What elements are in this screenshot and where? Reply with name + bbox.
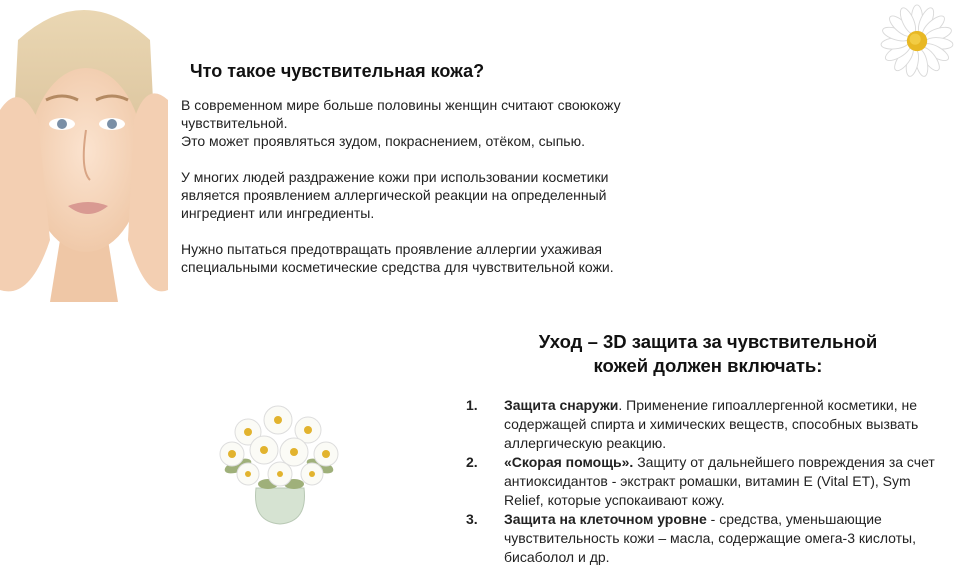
care-item-heading: Защита на клеточном уровне bbox=[504, 511, 707, 527]
care-item-heading: Защита снаружи bbox=[504, 397, 619, 413]
intro-title: Что такое чувствительная кожа? bbox=[190, 61, 485, 81]
care-item-heading: «Скорая помощь». bbox=[504, 454, 634, 470]
intro-text bbox=[181, 96, 626, 294]
intro-paragraph-1: В современном мире больше половины женщин считают своюкожу чувствительной. Это может проявляться зудом, покраснением, отёком, сыпью. bbox=[181, 97, 621, 149]
care-item-text: - средства, уменьшающие чувствительность кожи – масла, содержащие омега-3 кислоты, бисаболол и др. bbox=[504, 511, 916, 565]
care-title-line-2: кожей должен включать: bbox=[593, 355, 823, 376]
intro-paragraph-2: У многих людей раздражение кожи при использовании косметики является проявлением аллергической реакции на определенный ингредиент или ингредиенты. bbox=[181, 169, 609, 221]
care-title-line-1: Уход – 3D защита за чувствительной bbox=[538, 331, 878, 352]
care-item-2 bbox=[466, 453, 946, 510]
portrait-image bbox=[0, 0, 168, 302]
intro-paragraph-3: Нужно пытаться предотвращать проявление аллергии ухаживая специальными косметические средства для чувствительной кожи. bbox=[181, 241, 614, 275]
care-item-1 bbox=[466, 396, 946, 453]
care-item-text: Защиту от дальнейшего повреждения за счет антиоксидантов - экстракт ромашки, витамин E (Vital ET), Sym Relief, которые успокаивают кожу. bbox=[504, 454, 935, 508]
care-item-number: 2. bbox=[466, 454, 478, 470]
care-title bbox=[478, 330, 938, 378]
care-item-number: 3. bbox=[466, 511, 478, 527]
care-item-3 bbox=[466, 510, 946, 567]
care-list bbox=[466, 396, 946, 567]
daisy-image bbox=[880, 4, 954, 78]
bouquet-image bbox=[208, 396, 350, 528]
care-item-number: 1. bbox=[466, 397, 478, 413]
care-item-text: . Применение гипоаллергенной косметики, не содержащей спирта и химических веществ, способных вызвать аллергическую реакцию. bbox=[504, 397, 919, 451]
